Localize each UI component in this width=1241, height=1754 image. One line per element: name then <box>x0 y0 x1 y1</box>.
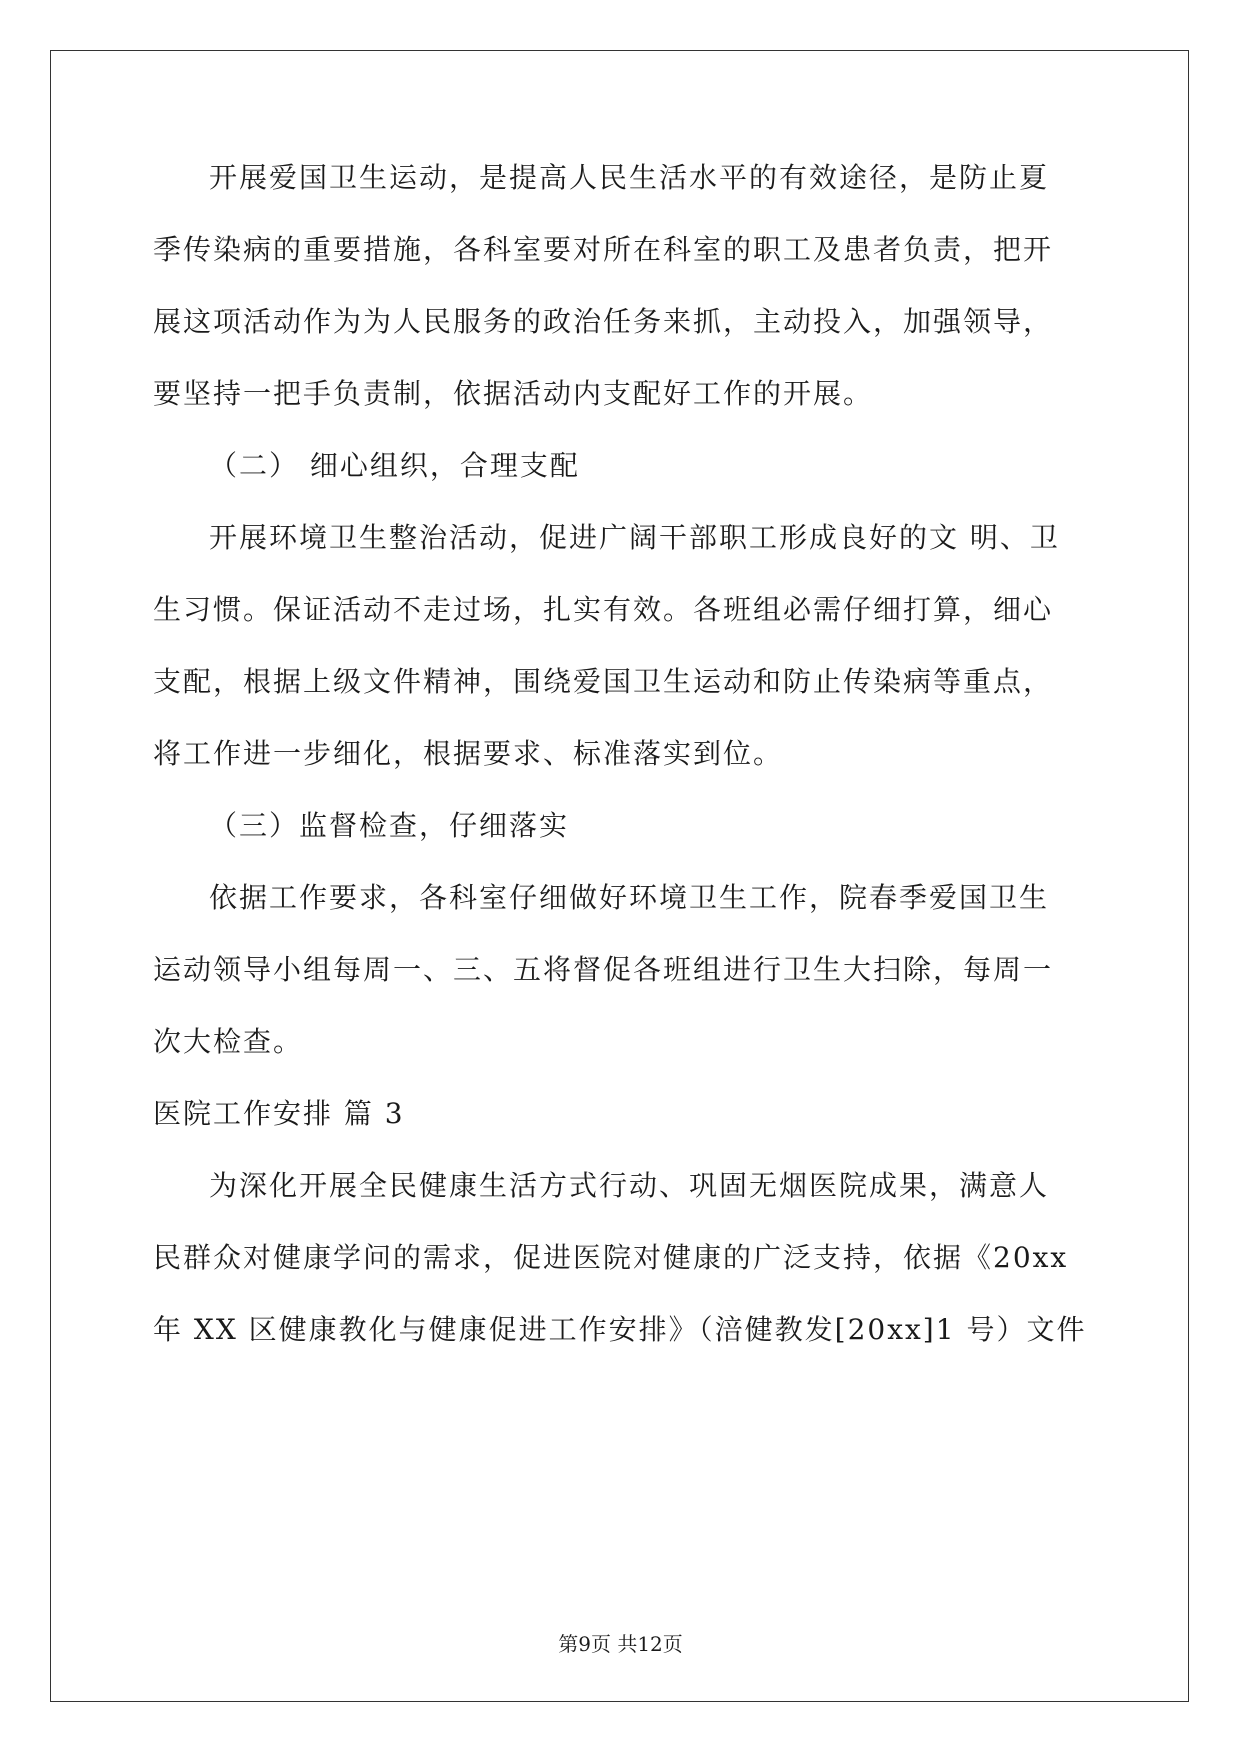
paragraph-2-line-1: 开展环境卫生整治活动，促进广阔干部职工形成良好的文 明、卫 <box>209 521 1060 554</box>
page-border <box>50 50 1189 1702</box>
article-title: 医院工作安排 篇 3 <box>153 1097 405 1130</box>
paragraph-1-line-1: 开展爱国卫生运动，是提高人民生活水平的有效途径，是防止夏 <box>209 161 1050 194</box>
page-footer: 第9页 共12页 <box>558 1632 683 1656</box>
paragraph-2-line-4: 将工作进一步细化，根据要求、标准落实到位。 <box>153 737 784 770</box>
paragraph-3-line-1: 依据工作要求，各科室仔细做好环境卫生工作，院春季爱国卫生 <box>209 881 1050 914</box>
paragraph-4-line-3: 年 XX 区健康教化与健康促进工作安排》（涪健教发[20xx]1 号）文件 <box>153 1313 1087 1346</box>
paragraph-2-line-2: 生习惯。保证活动不走过场，扎实有效。各班组必需仔细打算，细心 <box>153 593 1054 626</box>
section-heading-2: （二） 细心组织，合理支配 <box>209 449 580 482</box>
paragraph-3-line-3: 次大检查。 <box>153 1025 304 1058</box>
paragraph-4-line-1: 为深化开展全民健康生活方式行动、巩固无烟医院成果，满意人 <box>209 1169 1050 1202</box>
paragraph-1-line-2: 季传染病的重要措施，各科室要对所在科室的职工及患者负责，把开 <box>153 233 1054 266</box>
paragraph-3-line-2: 运动领导小组每周一、三、五将督促各班组进行卫生大扫除，每周一 <box>153 953 1054 986</box>
section-heading-3: （三）监督检查，仔细落实 <box>209 809 570 842</box>
paragraph-1-line-4: 要坚持一把手负责制，依据活动内支配好工作的开展。 <box>153 377 874 410</box>
paragraph-4-line-2: 民群众对健康学问的需求，促进医院对健康的广泛支持，依据《20xx <box>153 1241 1069 1274</box>
paragraph-2-line-3: 支配，根据上级文件精神，围绕爱国卫生运动和防止传染病等重点， <box>153 665 1054 698</box>
paragraph-1-line-3: 展这项活动作为为人民服务的政治任务来抓，主动投入，加强领导， <box>153 305 1054 338</box>
